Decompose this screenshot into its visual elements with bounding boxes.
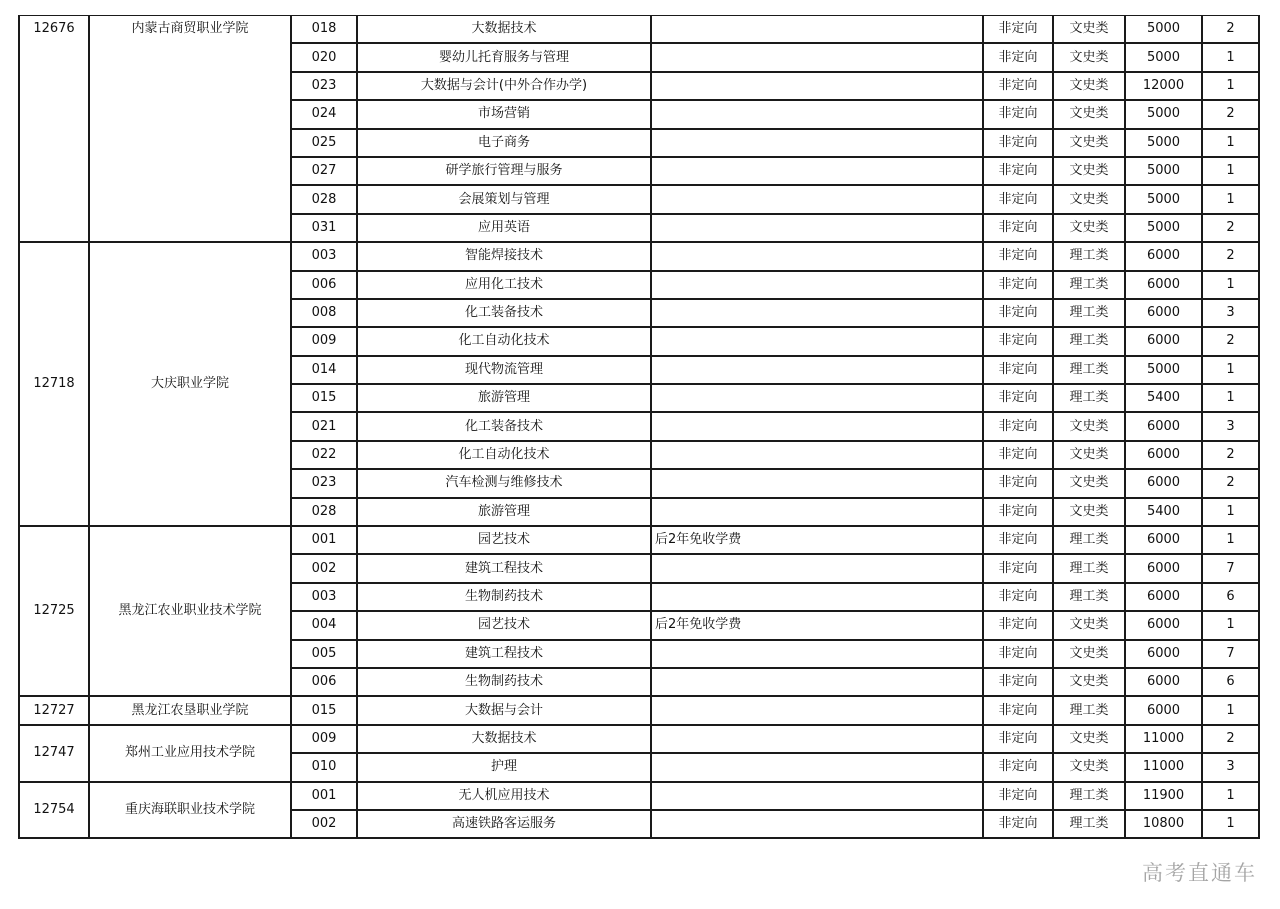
note-cell bbox=[651, 72, 983, 100]
subject-category-cell: 理工类 bbox=[1053, 583, 1125, 611]
major-code-cell: 023 bbox=[291, 72, 357, 100]
enrollment-type-cell: 非定向 bbox=[983, 554, 1053, 582]
quota-count-cell: 2 bbox=[1202, 15, 1259, 43]
note-cell bbox=[651, 583, 983, 611]
note-cell bbox=[651, 242, 983, 270]
note-cell bbox=[651, 43, 983, 71]
tuition-fee-cell: 6000 bbox=[1125, 299, 1202, 327]
major-name-cell: 大数据技术 bbox=[357, 725, 651, 753]
subject-category-cell: 理工类 bbox=[1053, 782, 1125, 810]
note-cell bbox=[651, 640, 983, 668]
subject-category-cell: 文史类 bbox=[1053, 469, 1125, 497]
quota-count-cell: 1 bbox=[1202, 157, 1259, 185]
major-name-cell: 大数据与会计(中外合作办学) bbox=[357, 72, 651, 100]
major-code-cell: 028 bbox=[291, 185, 357, 213]
quota-count-cell: 2 bbox=[1202, 469, 1259, 497]
major-code-cell: 023 bbox=[291, 469, 357, 497]
major-code-cell: 021 bbox=[291, 412, 357, 440]
major-name-cell: 化工自动化技术 bbox=[357, 441, 651, 469]
page-top-edge bbox=[0, 0, 1280, 15]
major-name-cell: 市场营销 bbox=[357, 100, 651, 128]
major-code-cell: 022 bbox=[291, 441, 357, 469]
table-row bbox=[19, 725, 1259, 753]
enrollment-type-cell: 非定向 bbox=[983, 157, 1053, 185]
quota-count-cell: 1 bbox=[1202, 810, 1259, 838]
major-code-cell: 002 bbox=[291, 810, 357, 838]
quota-count-cell: 1 bbox=[1202, 498, 1259, 526]
tuition-fee-cell: 6000 bbox=[1125, 242, 1202, 270]
major-name-cell: 生物制药技术 bbox=[357, 583, 651, 611]
enrollment-type-cell: 非定向 bbox=[983, 327, 1053, 355]
subject-category-cell: 文史类 bbox=[1053, 753, 1125, 781]
major-code-cell: 009 bbox=[291, 725, 357, 753]
quota-count-cell: 1 bbox=[1202, 611, 1259, 639]
major-code-cell: 027 bbox=[291, 157, 357, 185]
quota-count-cell: 1 bbox=[1202, 696, 1259, 724]
tuition-fee-cell: 6000 bbox=[1125, 526, 1202, 554]
tuition-fee-cell: 5400 bbox=[1125, 498, 1202, 526]
major-name-cell: 化工装备技术 bbox=[357, 412, 651, 440]
enrollment-type-cell: 非定向 bbox=[983, 469, 1053, 497]
enrollment-type-cell: 非定向 bbox=[983, 242, 1053, 270]
subject-category-cell: 文史类 bbox=[1053, 129, 1125, 157]
note-cell bbox=[651, 384, 983, 412]
subject-category-cell: 文史类 bbox=[1053, 43, 1125, 71]
table-body bbox=[19, 15, 1259, 838]
quota-count-cell: 1 bbox=[1202, 526, 1259, 554]
enrollment-type-cell: 非定向 bbox=[983, 640, 1053, 668]
school-code-cell: 12727 bbox=[19, 696, 89, 724]
enrollment-type-cell: 非定向 bbox=[983, 498, 1053, 526]
enrollment-type-cell: 非定向 bbox=[983, 526, 1053, 554]
tuition-fee-cell: 6000 bbox=[1125, 441, 1202, 469]
note-cell: 后2年免收学费 bbox=[651, 611, 983, 639]
subject-category-cell: 理工类 bbox=[1053, 526, 1125, 554]
tuition-fee-cell: 6000 bbox=[1125, 412, 1202, 440]
tuition-fee-cell: 5000 bbox=[1125, 100, 1202, 128]
enrollment-type-cell: 非定向 bbox=[983, 696, 1053, 724]
subject-category-cell: 理工类 bbox=[1053, 810, 1125, 838]
subject-category-cell: 理工类 bbox=[1053, 271, 1125, 299]
major-code-cell: 020 bbox=[291, 43, 357, 71]
major-code-cell: 009 bbox=[291, 327, 357, 355]
enrollment-type-cell: 非定向 bbox=[983, 384, 1053, 412]
note-cell bbox=[651, 299, 983, 327]
major-name-cell: 大数据技术 bbox=[357, 15, 651, 43]
quota-count-cell: 3 bbox=[1202, 753, 1259, 781]
subject-category-cell: 文史类 bbox=[1053, 214, 1125, 242]
major-code-cell: 025 bbox=[291, 129, 357, 157]
subject-category-cell: 文史类 bbox=[1053, 412, 1125, 440]
enrollment-type-cell: 非定向 bbox=[983, 782, 1053, 810]
quota-count-cell: 6 bbox=[1202, 583, 1259, 611]
table-row bbox=[19, 242, 1259, 270]
major-name-cell: 会展策划与管理 bbox=[357, 185, 651, 213]
school-name-cell: 大庆职业学院 bbox=[89, 242, 291, 526]
school-code-cell: 12725 bbox=[19, 526, 89, 696]
subject-category-cell: 文史类 bbox=[1053, 100, 1125, 128]
quota-count-cell: 1 bbox=[1202, 271, 1259, 299]
tuition-fee-cell: 5000 bbox=[1125, 157, 1202, 185]
quota-count-cell: 1 bbox=[1202, 384, 1259, 412]
major-name-cell: 护理 bbox=[357, 753, 651, 781]
enrollment-type-cell: 非定向 bbox=[983, 72, 1053, 100]
enrollment-type-cell: 非定向 bbox=[983, 100, 1053, 128]
enrollment-type-cell: 非定向 bbox=[983, 412, 1053, 440]
subject-category-cell: 文史类 bbox=[1053, 15, 1125, 43]
tuition-fee-cell: 11000 bbox=[1125, 753, 1202, 781]
note-cell bbox=[651, 15, 983, 43]
tuition-fee-cell: 5000 bbox=[1125, 356, 1202, 384]
major-code-cell: 028 bbox=[291, 498, 357, 526]
enrollment-type-cell: 非定向 bbox=[983, 753, 1053, 781]
enrollment-type-cell: 非定向 bbox=[983, 271, 1053, 299]
quota-count-cell: 1 bbox=[1202, 129, 1259, 157]
subject-category-cell: 理工类 bbox=[1053, 356, 1125, 384]
school-name-cell: 郑州工业应用技术学院 bbox=[89, 725, 291, 782]
tuition-fee-cell: 6000 bbox=[1125, 327, 1202, 355]
note-cell bbox=[651, 129, 983, 157]
major-code-cell: 001 bbox=[291, 526, 357, 554]
enrollment-type-cell: 非定向 bbox=[983, 185, 1053, 213]
quota-count-cell: 2 bbox=[1202, 441, 1259, 469]
admissions-table bbox=[18, 14, 1260, 839]
subject-category-cell: 文史类 bbox=[1053, 157, 1125, 185]
school-name-cell: 内蒙古商贸职业学院 bbox=[89, 15, 291, 242]
note-cell bbox=[651, 441, 983, 469]
major-code-cell: 001 bbox=[291, 782, 357, 810]
enrollment-type-cell: 非定向 bbox=[983, 668, 1053, 696]
enrollment-type-cell: 非定向 bbox=[983, 611, 1053, 639]
tuition-fee-cell: 6000 bbox=[1125, 696, 1202, 724]
quota-count-cell: 7 bbox=[1202, 640, 1259, 668]
tuition-fee-cell: 6000 bbox=[1125, 554, 1202, 582]
tuition-fee-cell: 5400 bbox=[1125, 384, 1202, 412]
tuition-fee-cell: 12000 bbox=[1125, 72, 1202, 100]
major-code-cell: 003 bbox=[291, 242, 357, 270]
note-cell bbox=[651, 725, 983, 753]
major-name-cell: 无人机应用技术 bbox=[357, 782, 651, 810]
note-cell bbox=[651, 668, 983, 696]
note-cell bbox=[651, 412, 983, 440]
subject-category-cell: 文史类 bbox=[1053, 185, 1125, 213]
note-cell bbox=[651, 554, 983, 582]
enrollment-type-cell: 非定向 bbox=[983, 356, 1053, 384]
major-code-cell: 024 bbox=[291, 100, 357, 128]
tuition-fee-cell: 6000 bbox=[1125, 640, 1202, 668]
table-row bbox=[19, 526, 1259, 554]
quota-count-cell: 1 bbox=[1202, 782, 1259, 810]
major-name-cell: 生物制药技术 bbox=[357, 668, 651, 696]
major-code-cell: 015 bbox=[291, 384, 357, 412]
tuition-fee-cell: 5000 bbox=[1125, 129, 1202, 157]
quota-count-cell: 3 bbox=[1202, 412, 1259, 440]
note-cell bbox=[651, 753, 983, 781]
note-cell bbox=[651, 157, 983, 185]
quota-count-cell: 2 bbox=[1202, 725, 1259, 753]
quota-count-cell: 1 bbox=[1202, 43, 1259, 71]
note-cell bbox=[651, 498, 983, 526]
major-name-cell: 智能焊接技术 bbox=[357, 242, 651, 270]
subject-category-cell: 理工类 bbox=[1053, 384, 1125, 412]
table-row bbox=[19, 782, 1259, 810]
subject-category-cell: 文史类 bbox=[1053, 611, 1125, 639]
quota-count-cell: 1 bbox=[1202, 356, 1259, 384]
subject-category-cell: 文史类 bbox=[1053, 72, 1125, 100]
note-cell bbox=[651, 100, 983, 128]
tuition-fee-cell: 5000 bbox=[1125, 43, 1202, 71]
school-name-cell: 黑龙江农垦职业学院 bbox=[89, 696, 291, 724]
note-cell bbox=[651, 185, 983, 213]
quota-count-cell: 1 bbox=[1202, 72, 1259, 100]
school-name-cell: 黑龙江农业职业技术学院 bbox=[89, 526, 291, 696]
enrollment-type-cell: 非定向 bbox=[983, 43, 1053, 71]
tuition-fee-cell: 5000 bbox=[1125, 15, 1202, 43]
subject-category-cell: 文史类 bbox=[1053, 640, 1125, 668]
tuition-fee-cell: 5000 bbox=[1125, 185, 1202, 213]
table-row bbox=[19, 15, 1259, 43]
tuition-fee-cell: 6000 bbox=[1125, 668, 1202, 696]
tuition-fee-cell: 6000 bbox=[1125, 271, 1202, 299]
major-name-cell: 化工装备技术 bbox=[357, 299, 651, 327]
major-code-cell: 004 bbox=[291, 611, 357, 639]
quota-count-cell: 1 bbox=[1202, 185, 1259, 213]
subject-category-cell: 文史类 bbox=[1053, 668, 1125, 696]
major-code-cell: 031 bbox=[291, 214, 357, 242]
subject-category-cell: 文史类 bbox=[1053, 498, 1125, 526]
enrollment-type-cell: 非定向 bbox=[983, 15, 1053, 43]
tuition-fee-cell: 5000 bbox=[1125, 214, 1202, 242]
tuition-fee-cell: 11900 bbox=[1125, 782, 1202, 810]
school-code-cell: 12718 bbox=[19, 242, 89, 526]
major-name-cell: 电子商务 bbox=[357, 129, 651, 157]
tuition-fee-cell: 6000 bbox=[1125, 583, 1202, 611]
enrollment-type-cell: 非定向 bbox=[983, 441, 1053, 469]
note-cell: 后2年免收学费 bbox=[651, 526, 983, 554]
enrollment-type-cell: 非定向 bbox=[983, 810, 1053, 838]
major-name-cell: 高速铁路客运服务 bbox=[357, 810, 651, 838]
major-code-cell: 008 bbox=[291, 299, 357, 327]
note-cell bbox=[651, 271, 983, 299]
major-name-cell: 大数据与会计 bbox=[357, 696, 651, 724]
major-name-cell: 研学旅行管理与服务 bbox=[357, 157, 651, 185]
subject-category-cell: 理工类 bbox=[1053, 554, 1125, 582]
quota-count-cell: 2 bbox=[1202, 242, 1259, 270]
school-code-cell: 12676 bbox=[19, 15, 89, 242]
major-code-cell: 014 bbox=[291, 356, 357, 384]
note-cell bbox=[651, 356, 983, 384]
major-name-cell: 婴幼儿托育服务与管理 bbox=[357, 43, 651, 71]
table-row bbox=[19, 696, 1259, 724]
subject-category-cell: 理工类 bbox=[1053, 299, 1125, 327]
major-code-cell: 018 bbox=[291, 15, 357, 43]
note-cell bbox=[651, 214, 983, 242]
tuition-fee-cell: 11000 bbox=[1125, 725, 1202, 753]
major-code-cell: 006 bbox=[291, 668, 357, 696]
school-name-cell: 重庆海联职业技术学院 bbox=[89, 782, 291, 839]
note-cell bbox=[651, 469, 983, 497]
quota-count-cell: 2 bbox=[1202, 100, 1259, 128]
note-cell bbox=[651, 810, 983, 838]
note-cell bbox=[651, 696, 983, 724]
major-code-cell: 003 bbox=[291, 583, 357, 611]
major-name-cell: 园艺技术 bbox=[357, 526, 651, 554]
tuition-fee-cell: 6000 bbox=[1125, 469, 1202, 497]
major-code-cell: 010 bbox=[291, 753, 357, 781]
subject-category-cell: 文史类 bbox=[1053, 441, 1125, 469]
major-name-cell: 应用英语 bbox=[357, 214, 651, 242]
major-code-cell: 015 bbox=[291, 696, 357, 724]
tuition-fee-cell: 10800 bbox=[1125, 810, 1202, 838]
subject-category-cell: 理工类 bbox=[1053, 696, 1125, 724]
subject-category-cell: 理工类 bbox=[1053, 242, 1125, 270]
quota-count-cell: 2 bbox=[1202, 327, 1259, 355]
major-name-cell: 化工自动化技术 bbox=[357, 327, 651, 355]
quota-count-cell: 2 bbox=[1202, 214, 1259, 242]
major-code-cell: 002 bbox=[291, 554, 357, 582]
major-name-cell: 旅游管理 bbox=[357, 384, 651, 412]
school-code-cell: 12747 bbox=[19, 725, 89, 782]
enrollment-type-cell: 非定向 bbox=[983, 299, 1053, 327]
watermark: 高考直通车 bbox=[1142, 861, 1257, 885]
major-code-cell: 006 bbox=[291, 271, 357, 299]
quota-count-cell: 3 bbox=[1202, 299, 1259, 327]
enrollment-type-cell: 非定向 bbox=[983, 129, 1053, 157]
quota-count-cell: 6 bbox=[1202, 668, 1259, 696]
tuition-fee-cell: 6000 bbox=[1125, 611, 1202, 639]
major-name-cell: 建筑工程技术 bbox=[357, 554, 651, 582]
quota-count-cell: 7 bbox=[1202, 554, 1259, 582]
major-code-cell: 005 bbox=[291, 640, 357, 668]
school-code-cell: 12754 bbox=[19, 782, 89, 839]
subject-category-cell: 理工类 bbox=[1053, 327, 1125, 355]
major-name-cell: 园艺技术 bbox=[357, 611, 651, 639]
major-name-cell: 应用化工技术 bbox=[357, 271, 651, 299]
note-cell bbox=[651, 782, 983, 810]
major-name-cell: 建筑工程技术 bbox=[357, 640, 651, 668]
major-name-cell: 汽车检测与维修技术 bbox=[357, 469, 651, 497]
subject-category-cell: 文史类 bbox=[1053, 725, 1125, 753]
enrollment-type-cell: 非定向 bbox=[983, 214, 1053, 242]
major-name-cell: 现代物流管理 bbox=[357, 356, 651, 384]
enrollment-type-cell: 非定向 bbox=[983, 583, 1053, 611]
major-name-cell: 旅游管理 bbox=[357, 498, 651, 526]
note-cell bbox=[651, 327, 983, 355]
enrollment-type-cell: 非定向 bbox=[983, 725, 1053, 753]
